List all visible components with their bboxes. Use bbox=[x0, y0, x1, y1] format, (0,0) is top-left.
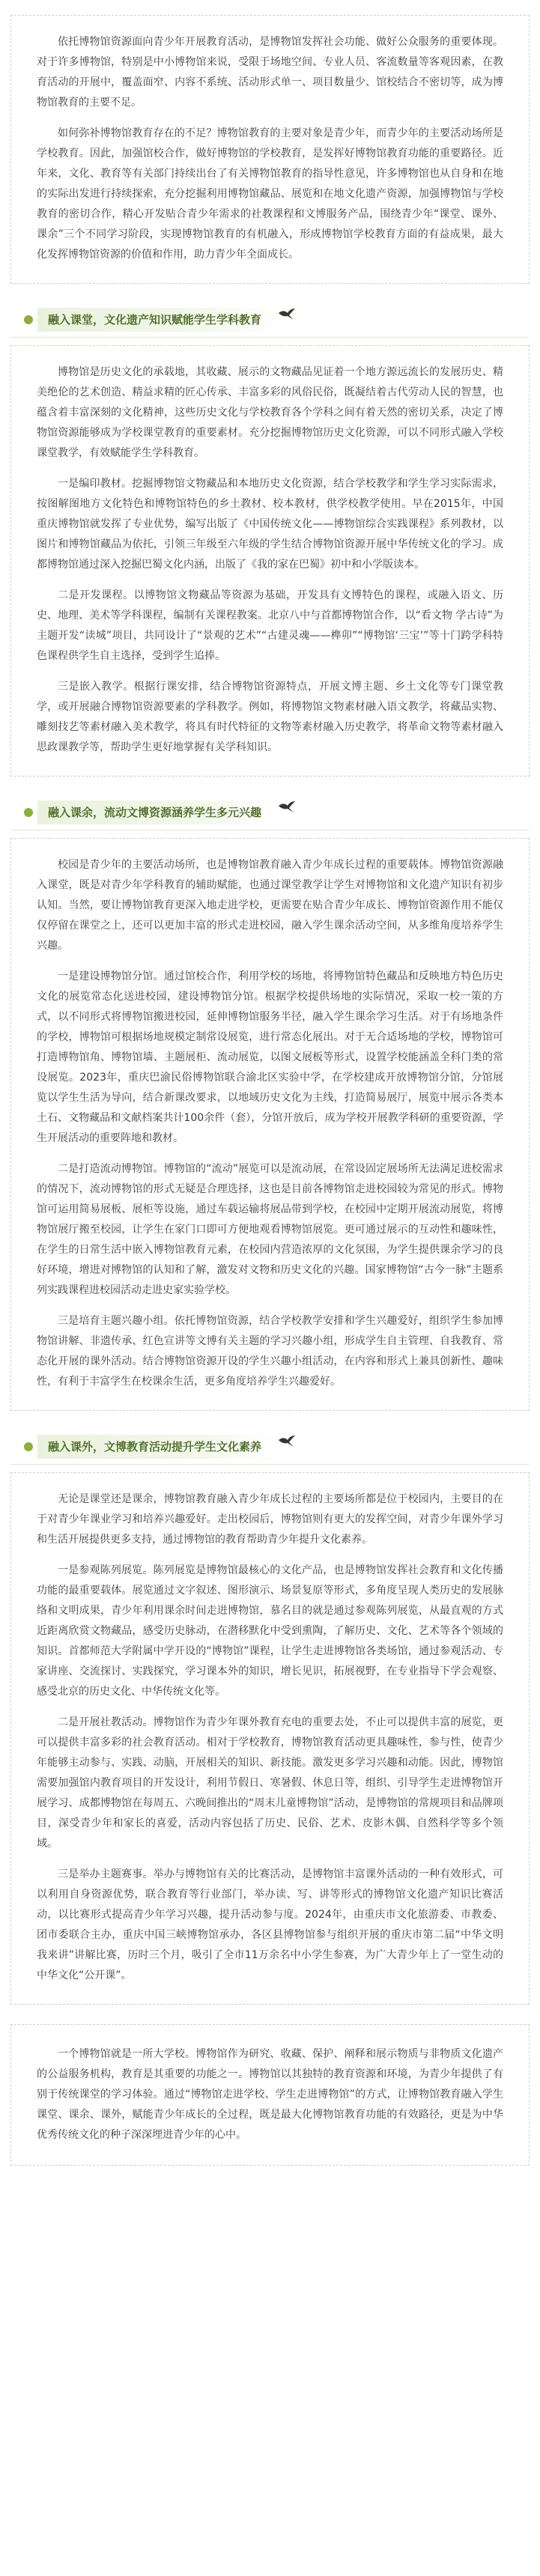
closing-frame bbox=[10, 2024, 530, 2166]
intro-frame bbox=[10, 15, 530, 284]
section-1-paragraph-4: 三是嵌入教学。根据行课安排，结合博物馆资源特点，开展文博主题、乡土文化等专门课堂教学，或开展融合博物馆资源要素的学科教学。例如，将博物馆文物素材融入语文教学，将藏品实物、雕刻技艺等素材融入美术教学，将具有时代特征的文物等素材融入历史教学，将革命文物等素材融入思政课教学等，帮助学生更好地掌握有关学科知识。 bbox=[37, 681, 503, 753]
swallow-bird-icon bbox=[278, 306, 296, 321]
section-1-paragraph-2: 一是编印教材。挖掘博物馆文物藏品和本地历史文化资源，结合学校教学和学生学习实际需求，按图解图地方文化特色和博物馆特色的乡土教材、校本教材，供学校教学使用。早在2015年，中国重庆博物馆就发挥了专业优势，编写出版了《中国传统文化——博物馆综合实践课程》系列教材，以图片和博物馆藏品为依托，引领三年级至六年级的学生结合博物馆资源开展中华传统文化的学习。成都博物馆通过深入挖掘巴蜀文化内涵，出版了《我的家在巴蜀》初中和小学版读本。 bbox=[37, 478, 503, 571]
section-3-paragraph-4: 三是举办主题赛事。举办与博物馆有关的比赛活动，是博物馆丰富课外活动的一种有效形式，可以利用自身资源优势，联合教育等行业部门，举办读、写、讲等形式的博物馆文化遗产知识比赛活动，以比赛形式提高青少年学习兴趣，提升活动参与度。2024年，由重庆市文化旅游委、市教委、团市委联合主办，重庆中国三峡博物馆承办，各区县博物馆参与组织开展的重庆市第二届“中华文明我来讲”讲解比赛，历时三个月，吸引了全市11万余名中小学生参赛，为广大青少年上了一堂生动的中华文化“公开课”。 bbox=[37, 1868, 503, 1981]
section-rule bbox=[10, 1464, 530, 1465]
section-1-paragraph-3: 二是开发课程。以博物馆文物藏品等资源为基础，开发具有文博特色的课程，或融入语文、历史、地理、美术等学科课程，编制有关课程教案。北京八中与首都博物馆合作，以“看文物 学古诗”为主题开发“读城”项目，共同设计了“景观的艺术”“古建灵魂——榫卯”“博物馆‘三宝’”等十门跨学科特色课程供学生自主选择，受到学生追捧。 bbox=[37, 589, 503, 662]
intro-paragraph-1: 依托博物馆资源面向青少年开展教育活动，是博物馆发挥社会功能、做好公众服务的重要体现。对于许多博物馆，特别是中小博物馆来说，受限于场地空间、专业人员、客流数量等客观因素，在教育活动的开展中，覆盖面窄、内容不系统、活动形式单一、项目数量少、馆校结合不密切等，成为博物馆教育的主要不足。 bbox=[37, 36, 503, 109]
section-title-2: 融入课余，流动文博资源涵养学生多元兴趣 bbox=[37, 801, 275, 824]
swallow-bird-icon bbox=[278, 1433, 296, 1448]
intro-paragraph-2: 如何弥补博物馆教育存在的不足？博物馆教育的主要对象是青少年，而青少年的主要活动场所是学校教育。因此，加强馆校合作，做好博物馆的学校教育，是发挥好博物馆教育功能的重要路径。近年来，文化、教育等有关部门持续出台了有关博物馆教育的指导性意见，许多博物馆也从自身和在地的实际出发进行持续探索，充分挖掘利用博物馆藏品、展览和在地文化遗产资源，加强博物馆与学校教育的密切合作，精心开发贴合青少年需求的社教课程和文博服务产品，围绕青少年“课堂、课外、课余”三个不同学习阶段，实现博物馆教育的有机融入，形成博物馆学校教育方面的有益成果，最大化发挥博物馆资源的价值和作用，助力青少年全面成长。 bbox=[37, 127, 503, 261]
section-rule bbox=[10, 337, 530, 338]
dot-icon bbox=[24, 808, 33, 817]
section-3-paragraph-2: 一是参观陈列展览。陈列展览是博物馆最核心的文化产品，也是博物馆发挥社会教育和文化传播功能的最重要载体。展览通过文字叙述、图形演示、场景复原等形式，多角度呈现人类历史的发展脉络和文明成果，青少年利用课余时间走进博物馆，慕名目的就是通过参观陈列展览，从最直观的方式近距离欣赏文物藏品，感受历史脉动，在潜移默化中受到熏陶，了解历史、文化、艺术等各个领域的知识。首都师范大学附属中学开设的“博物馆”课程，让学生走进博物馆各类场馆，通过参观活动、专家讲座、交流探讨、实践探究，学习课本外的知识，增长见识，拓展视野，在专业指导下学会观察、感受北京的历史文化、中华传统文化等。 bbox=[37, 1564, 503, 1698]
swallow-bird-icon bbox=[278, 799, 296, 814]
dot-icon bbox=[24, 1442, 33, 1451]
section-header-2 bbox=[10, 796, 530, 830]
section-3-paragraph-3: 二是开展社教活动。博物馆作为青少年课外教育充电的重要去处，不止可以提供丰富的展览，更可以提供丰富多彩的社会教育活动。相对于学校教育，博物馆教育活动更具趣味性，参与性，使青少年能够主动参与、实践、动脑，开展相关的知识、新技能。激发更多学习兴趣和动能。因此，博物馆需要加强馆内教育项目的开发设计，利用节假日、寒暑假、休息日等，组织、引导学生走进博物馆开展学习、成都博物馆在每周五、六晚间推出的“周末儿童博物馆”活动，是博物馆的常规项目和品牌项目，深受青少年和家长的喜爱，活动内容包括了历史、民俗、艺术、皮影木偶、自然科学等多个领域。 bbox=[37, 1716, 503, 1850]
section-header-1 bbox=[10, 303, 530, 338]
section-header-3 bbox=[10, 1430, 530, 1465]
section-body-3 bbox=[10, 1472, 530, 2005]
section-title-1: 融入课堂，文化遗产知识赋能学生学科教育 bbox=[37, 308, 275, 332]
section-title-3: 融入课外，文博教育活动提升学生文化素养 bbox=[37, 1435, 275, 1459]
section-body-1 bbox=[10, 345, 530, 777]
section-body-2 bbox=[10, 838, 530, 1411]
section-2-paragraph-4: 三是培育主题兴趣小组。依托博物馆资源，结合学校教学安排和学生兴趣爱好，组织学生参加博物馆讲解、非遗传承、红色宣讲等文博有关主题的学习兴趣小组，形成学生自主管理、自我教育、常态化开展的课外活动。结合博物馆资源开设的学生兴趣小组活动，在内容和形式上兼具创新性、趣味性，有利于丰富学生在校课余生活，更多角度培养学生兴趣爱好。 bbox=[37, 1315, 503, 1388]
section-1-paragraph-1: 博物馆是历史文化的承载地，其收藏、展示的文物藏品见证着一个地方源远流长的发展历史、精美绝伦的艺术创造、精益求精的匠心传承、丰富多彩的风俗民俗，既凝结着古代劳动人民的智慧，也蕴含着丰富深刻的文化精神，这些历史文化与学校教育各个学科之间有着天然的密切关系，决定了博物馆资源能够成为学校课堂教育的重要素材。充分挖掘博物馆历史文化资源，可以不同形式融入学校课堂教学，有效赋能学生学科教育。 bbox=[37, 366, 503, 459]
closing-paragraph: 一个博物馆就是一所大学校。博物馆作为研究、收藏、保护、阐释和展示物质与非物质文化遗产的公益服务机构，教育是其重要的功能之一。博物馆以其独特的教育资源和环境，为青少年提供了有别于传统课堂的学习体验。通过“博物馆走进学校、学生走进博物馆”的方式，让博物馆教育融入学生课堂、课余、课外，赋能青少年成长的全过程，既是最大化博物馆教育功能的有效路径，更是为中华优秀传统文化的种子深深埋进青少年的心中。 bbox=[37, 2048, 503, 2141]
section-2-paragraph-3: 二是打造流动博物馆。博物馆的“流动”展览可以是流动展，在常设固定展场所无法满足进校需求的情况下，流动博物馆的形式无疑是合理选择，这也是目前各博物馆走进校园较为常见的形式。博物馆可运用简易展板、展柜等设施，通过车载运输将展品带到学校，在校园中定期开展流动展览，将博物馆展厅搬至校园，让学生在家门口即可方便地观看博物馆展览。更可通过展示的互动性和趣味性，在学生的日常生活中嵌入博物馆教育元素，在校园内营造浓厚的文化氛围，为学生提供课余学习的良好环境，增进对博物馆的认知和了解，激发对文物和历史文化的兴趣。国家博物馆“古今一脉”主题系列实践课程进校园活动走进史家实验学校。 bbox=[37, 1163, 503, 1296]
section-3-paragraph-1: 无论是课堂还是课余，博物馆教育融入青少年成长过程的主要场所都是位于校园内，主要目的在于对青少年课业学习和培养兴趣爱好。走出校园后，博物馆则有更大的发挥空间，对青少年课外学习和生活开展提供更多支持，通过博物馆的教育帮助青少年提升文化素养。 bbox=[37, 1493, 503, 1546]
dot-icon bbox=[24, 315, 33, 324]
section-2-paragraph-1: 校园是青少年的主要活动场所，也是博物馆教育融入青少年成长过程的重要载体。博物馆资源融入课堂，既是对青少年学科教育的辅助赋能，也通过课堂教学让学生对博物馆和文化遗产知识有初步认知。当然，要让博物馆教育更深入地走进学校，更需要在贴合青少年成长、博物馆资源作用不能仅仅停留在课堂之上，还可以更加丰富的形式走进校园，融入学生课余活动空间，从多维角度培养学生兴趣。 bbox=[37, 859, 503, 952]
section-2-paragraph-2: 一是建设博物馆分馆。通过馆校合作，利用学校的场地，将博物馆特色藏品和反映地方特色历史文化的展览常态化送进校园，建设博物馆分馆。根据学校提供场地的实际情况，采取一校一策的方式，以不同形式将博物馆搬进校园，延伸博物馆服务半径，融入学生课余学习生活。对于有场地条件的学校，博物馆可根据场地规模定制常设展览，进行常态化展出。对于无合适场地的学校，博物馆可打造博物馆角、博物馆墙、主题展柜、流动展览，以图文展板等形式，设置学校能涵盖全科门类的常设展览。2023年，重庆巴渝民俗博物馆联合渝北区实验中学，在学校建成开放博物馆分馆，分馆展览以学生生活为导向，结合新课改要求，以地域历史文化为主线，打造简易展厅，展览中展示各类本土石、文物藏品和文献档案共计100余件（套），分馆开放后，成为学校开展教学科研的重要资源，学生开展活动的重要阵地和教材。 bbox=[37, 970, 503, 1144]
